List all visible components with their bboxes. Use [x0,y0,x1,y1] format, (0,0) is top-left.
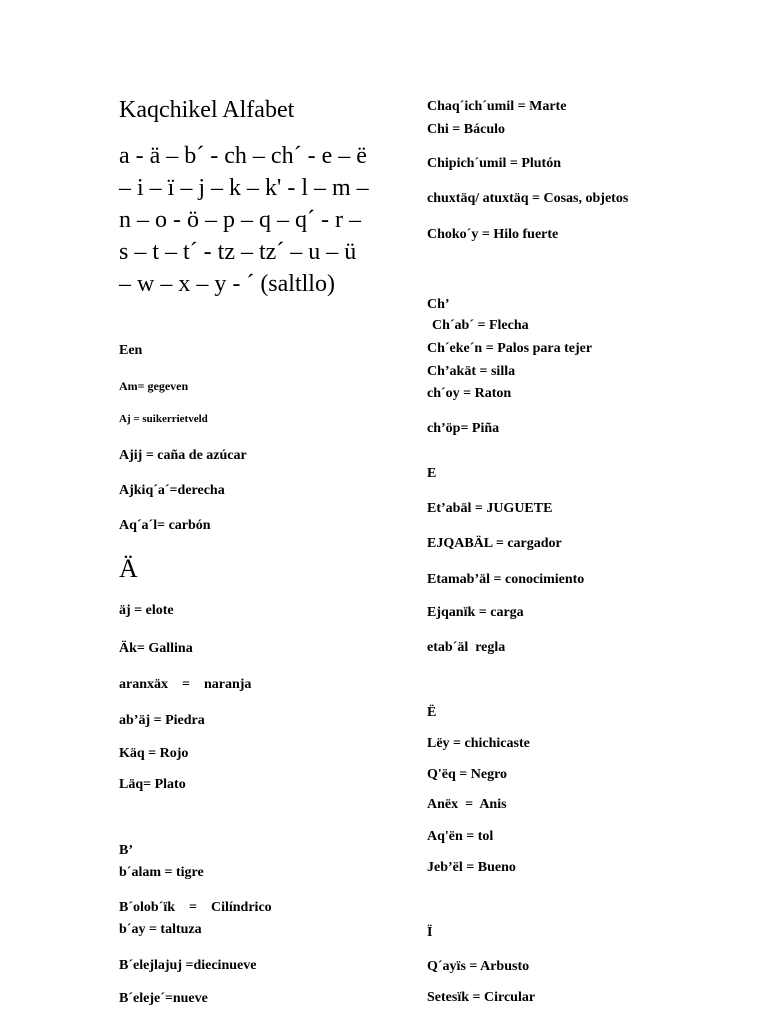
entry-beleje: B´eleje´=nueve [119,991,208,1006]
entry-aj: Aj = suikerrietveld [119,413,208,425]
alphabet-line: a - ä – b´ - ch – ch´ - e – ë [119,143,367,169]
section-heading-e-umlaut: Ë [427,705,437,720]
entry-etabal-regla: etab´äl regla [427,640,506,655]
entry-abaj: abʼäj = Piedra [119,713,205,728]
entry-qeq: Q'ëq = Negro [427,767,508,782]
entry-chop: chʼöp= Piña [427,421,500,436]
entry-aqen: Aq'ën = tol [427,829,494,844]
section-heading-i-umlaut: Ï [427,925,433,940]
entry-bolobik: B´olob´ïk = Cilíndrico [119,900,272,915]
section-heading-b: Bʼ [119,843,133,858]
entry-ejqanik: Ejqanïk = carga [427,605,524,620]
entry-chokoy: Choko´y = Hilo fuerte [427,227,559,242]
section-heading-e: E [427,466,437,481]
section-heading-a-umlaut: Ä [119,554,138,583]
entry-etabal: Etʼabäl = JUGUETE [427,501,553,516]
entry-balam: b´alam = tigre [119,865,204,880]
entry-chab: Ch´ab´ = Flecha [432,318,529,333]
entry-ajij: Ajij = caña de azúcar [119,448,247,463]
entry-chekeen: Ch´eke´n = Palos para tejer [427,341,593,356]
entry-setesik: Setesïk = Circular [427,990,536,1005]
entry-chuxtaq: chuxtäq/ atuxtäq = Cosas, objetos [427,191,629,206]
entry-belejlajuj: B´elejlajuj =diecinueve [119,958,257,973]
section-heading-een: Een [119,343,143,358]
section-heading-ch: Chʼ [427,297,450,312]
entry-ejqabal: EJQABÄL = cargador [427,536,562,551]
alphabet-line: n – o - ö – p – q – q´ - r – [119,207,361,233]
entry-choy: ch´oy = Raton [427,386,512,401]
entry-ajkiq: Ajkiq´a´=derecha [119,483,225,498]
entry-aranxax: aranxäx = naranja [119,677,252,692]
entry-qayis: Q´ayïs = Arbusto [427,959,530,974]
entry-aqal: Aq´a´l= carbón [119,518,211,533]
entry-chipichumil: Chipich´umil = Plutón [427,156,562,171]
entry-kaq: Käq = Rojo [119,746,189,761]
entry-anex: Anëx = Anis [427,797,507,812]
page-title: Kaqchikel Alfabet [119,97,295,123]
entry-laq: Läq= Plato [119,777,186,792]
entry-chi: Chi = Báculo [427,122,505,137]
alphabet-line: – i – ï – j – k – k' - l – m – [119,175,369,201]
alphabet-block [119,140,369,300]
entry-ley: Lëy = chichicaste [427,736,530,751]
entry-jebel: Jebʼël = Bueno [427,860,516,875]
entry-etamabal: Etamabʼäl = conocimiento [427,572,585,587]
alphabet-line: s – t – t´ - tz – tz´ – u – ü [119,239,357,265]
entry-bay: b´ay = taltuza [119,922,202,937]
alphabet-line: – w – x – y - ´ (saltllo) [119,271,335,297]
entry-am: Am= gegeven [119,379,189,393]
entry-aj-elote: äj = elote [119,603,174,618]
entry-chaqichumil: Chaq´ich´umil = Marte [427,99,567,114]
entry-ak: Äk= Gallina [119,641,193,656]
entry-chakat: Chʼakät = silla [427,364,516,379]
